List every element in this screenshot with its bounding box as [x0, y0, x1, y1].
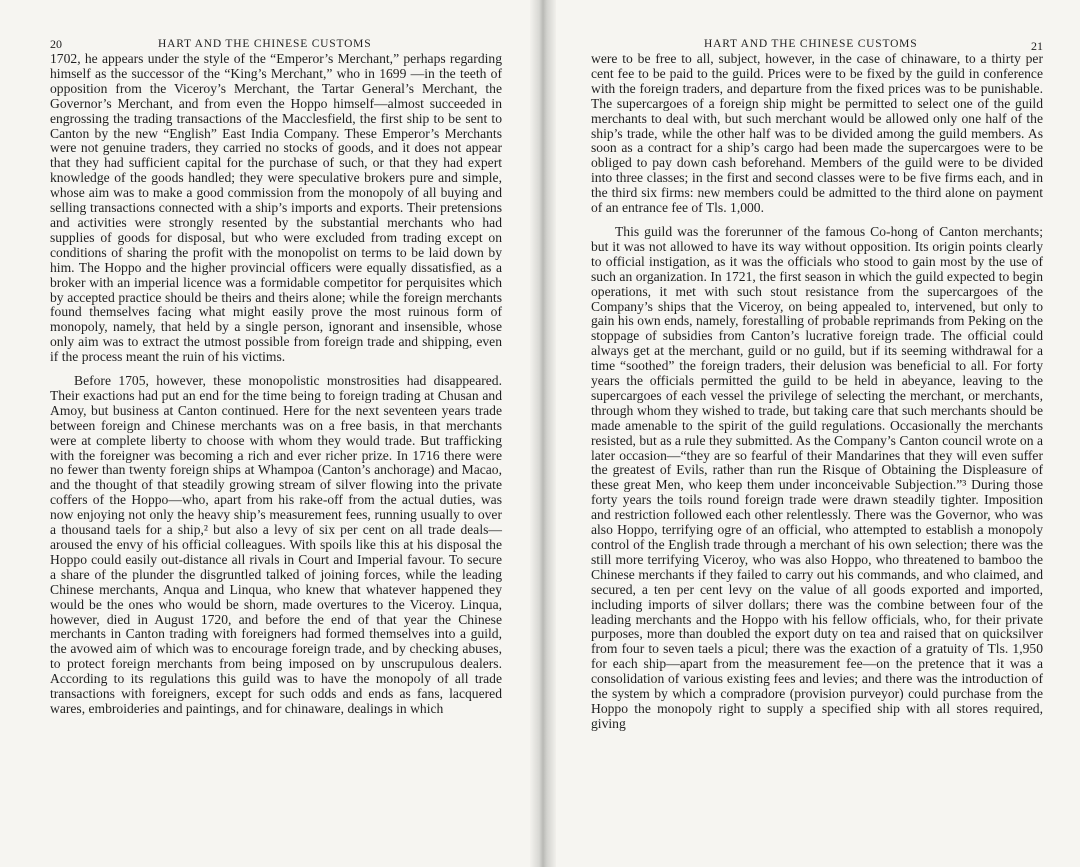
- paragraph: This guild was the forerunner of the famous Co-hong of Canton merchants; but it was not allowed to have its way without opposition. Its origin points clearly to official instigation, as it was the officials who stood to gain most by the use of such an organization. In 1721, the first season in which the guild expected to begin operations, it met with such stout resistance from the supercargoes of the Company’s ships that the Viceroy, on being appealed to, intervened, but only to gain his own ends, namely, forestalling of probable reprimands from Peking on the stoppage of subsidies from Canton’s lucrative foreign trade. The official could always get at the merchant, guild or no guild, but if its seeming withdrawal for a time “soothed” the foreign traders, their delusion was beneficial to all. For forty years the officials permitted the guild to be held in abeyance, leaving to the supercargoes of each vessel the privilege of selecting the merchant, or merchants, through whom they wished to trade, but taking care that such merchants should be made amenable to the spirit of the guild regulations. Occasionally the merchants resisted, but as a rule they submitted. As the Company’s Canton council wrote on a later occasion—“they are so fearful of their Mandarines that they will even suffer the greatest of Evils, rather than run the Risque of Obtaining the Displeasure of these great Men, who keep them under inconceivable Subjection.”³ During those forty years the toils round foreign trade were drawn steadily tighter. Imposition and restriction followed each other relentlessly. There was the Governor, who was also Hoppo, terrifying ogre of an official, who attempted to establish a monopoly control of the English trade through a merchant of his own selection; there was the still more terrifying Viceroy, who was also Hoppo, who threatened to bamboo the Chinese merchants if they failed to carry out his commands, and who claimed, and secured, a ten per cent levy on the value of all goods exported and imported, including imports of silver dollars; there was the combine between four of the leading merchants and the Hoppo with his fellow officials, who, for their private purposes, more than doubled the export duty on tea and raised that on quicksilver from four to seven taels a picul; there was the exaction of a gratuity of Tls. 1,950 for each ship—apart from the measurement fee—on the pretence that it was a consolidation of various existing fees and levies; and there was the introduction of the system by which a compradore (provision purveyor) could purchase from the Hoppo the monopoly right to supply a specified ship with all stores required, giving: [591, 223, 1043, 731]
- right-page: [556, 0, 1080, 867]
- running-head: HART AND THE CHINESE CUSTOMS: [158, 38, 372, 50]
- right-page-text: [591, 52, 1043, 732]
- paragraph: Before 1705, however, these monopolistic monstrosities had disappeared. Their exactions had put an end for the time being to foreign trading at Chusan and Amoy, but business at Canton continued. Here for the next seventeen years trade between foreign and Chinese merchants was on a free basis, in that merchants were at complete liberty to choose with whom they would trade. But trafficking with the foreigner was becoming a rich and ever richer prize. In 1716 there were no fewer than twenty foreign ships at Whampoa (Canton’s anchorage) and Macao, and the thought of that steadily growing stream of silver flowing into the private coffers of the Hoppo—who, apart from his rake-off from the actual duties, was now enjoying not only the heavy ship’s measurement fees, running usually to over a thousand taels for a ship,² but also a levy of six per cent on all trade deals—aroused the envy of his official colleagues. With spoils like this at his disposal the Hoppo could easily out-distance all rivals in Court and Imperial favour. To secure a share of the plunder the disgruntled talked of joining forces, while the leading Chinese merchants, Anqua and Linqua, who knew that whatever happened they would be the ones who would be shorn, made overtures to the Viceroy. Linqua, however, died in August 1720, and before the end of that year the Chinese merchants in Canton trading with foreigners had formed themselves into a guild, the avowed aim of which was to encourage foreign trade, and by checking abuses, to protect foreign merchants from being imposed on by unscrupulous dealers. According to its regulations this guild was to have the monopoly of all trade transactions with foreigners, except for such odds and ends as fans, lacquered wares, embroideries and paintings, and for chinaware, dealings in which: [50, 373, 502, 716]
- paragraph: 1702, he appears under the style of the “Emperor’s Merchant,” perhaps regarding himself as the successor of the “King’s Merchant,” who in 1699 —in the teeth of opposition from the Viceroy’s Merchant, the Tartar General’s Merchant, the Governor’s Merchant, and from even the Hoppo himself—almost succeeded in engrossing the trading transactions of the Macclesfield, the first ship to be sent to Canton by the new “English” East India Company. These Emperor’s Merchants were not genuine traders, they carried no stocks of goods, and it does not appear that they had sufficient capital for the purchase of such, or that they had expert knowledge of the goods handled; they were speculative brokers pure and simple, whose aim was to make a good commission from the monopoly of all buying and selling transactions connected with a ship’s imports and exports. Their pretensions and activities were strongly resented by the substantial merchants who had supplies of goods for disposal, but who were excluded from trading except on conditions of sharing the profit with the monopolist on terms to be laid down by him. The Hoppo and the higher provincial officers were equally dissatisfied, as a broker with an imperial licence was a formidable competitor for perquisites which by accepted practice should be theirs and theirs alone; while the foreign merchants found themselves facing what might easily prove the most ruinous form of monopoly, namely, that held by a single person, ignorant and insensible, whose only aim was to extract the utmost possible from foreign trade and shipping, even if the process meant the ruin of his victims.: [50, 51, 502, 365]
- running-head: HART AND THE CHINESE CUSTOMS: [704, 38, 918, 50]
- book-gutter: [530, 0, 556, 867]
- page-number: 21: [1031, 39, 1043, 53]
- left-page: [0, 0, 530, 867]
- left-page-text: [50, 52, 502, 717]
- page-number: 20: [50, 37, 62, 51]
- paragraph: were to be free to all, subject, however, in the case of chinaware, to a thirty per cent fee to be paid to the guild. Prices were to be fixed by the guild in conference with the foreign traders, and departure from the fixed prices was to be punishable. The supercargoes of a foreign ship might be permitted to select one of the guild merchants to deal with, but such merchant would be allowed only one half of the ship’s trade, while the other half was to be divided among the guild members. As soon as a contract for a ship’s cargo had been made the supercargoes were to be obliged to pay down cash beforehand. Members of the guild were to be divided into three classes; in the first and second classes were to be five firms each, and in the third six firms: new members could be admitted to the third alone on payment of an entrance fee of Tls. 1,000.: [591, 51, 1043, 216]
